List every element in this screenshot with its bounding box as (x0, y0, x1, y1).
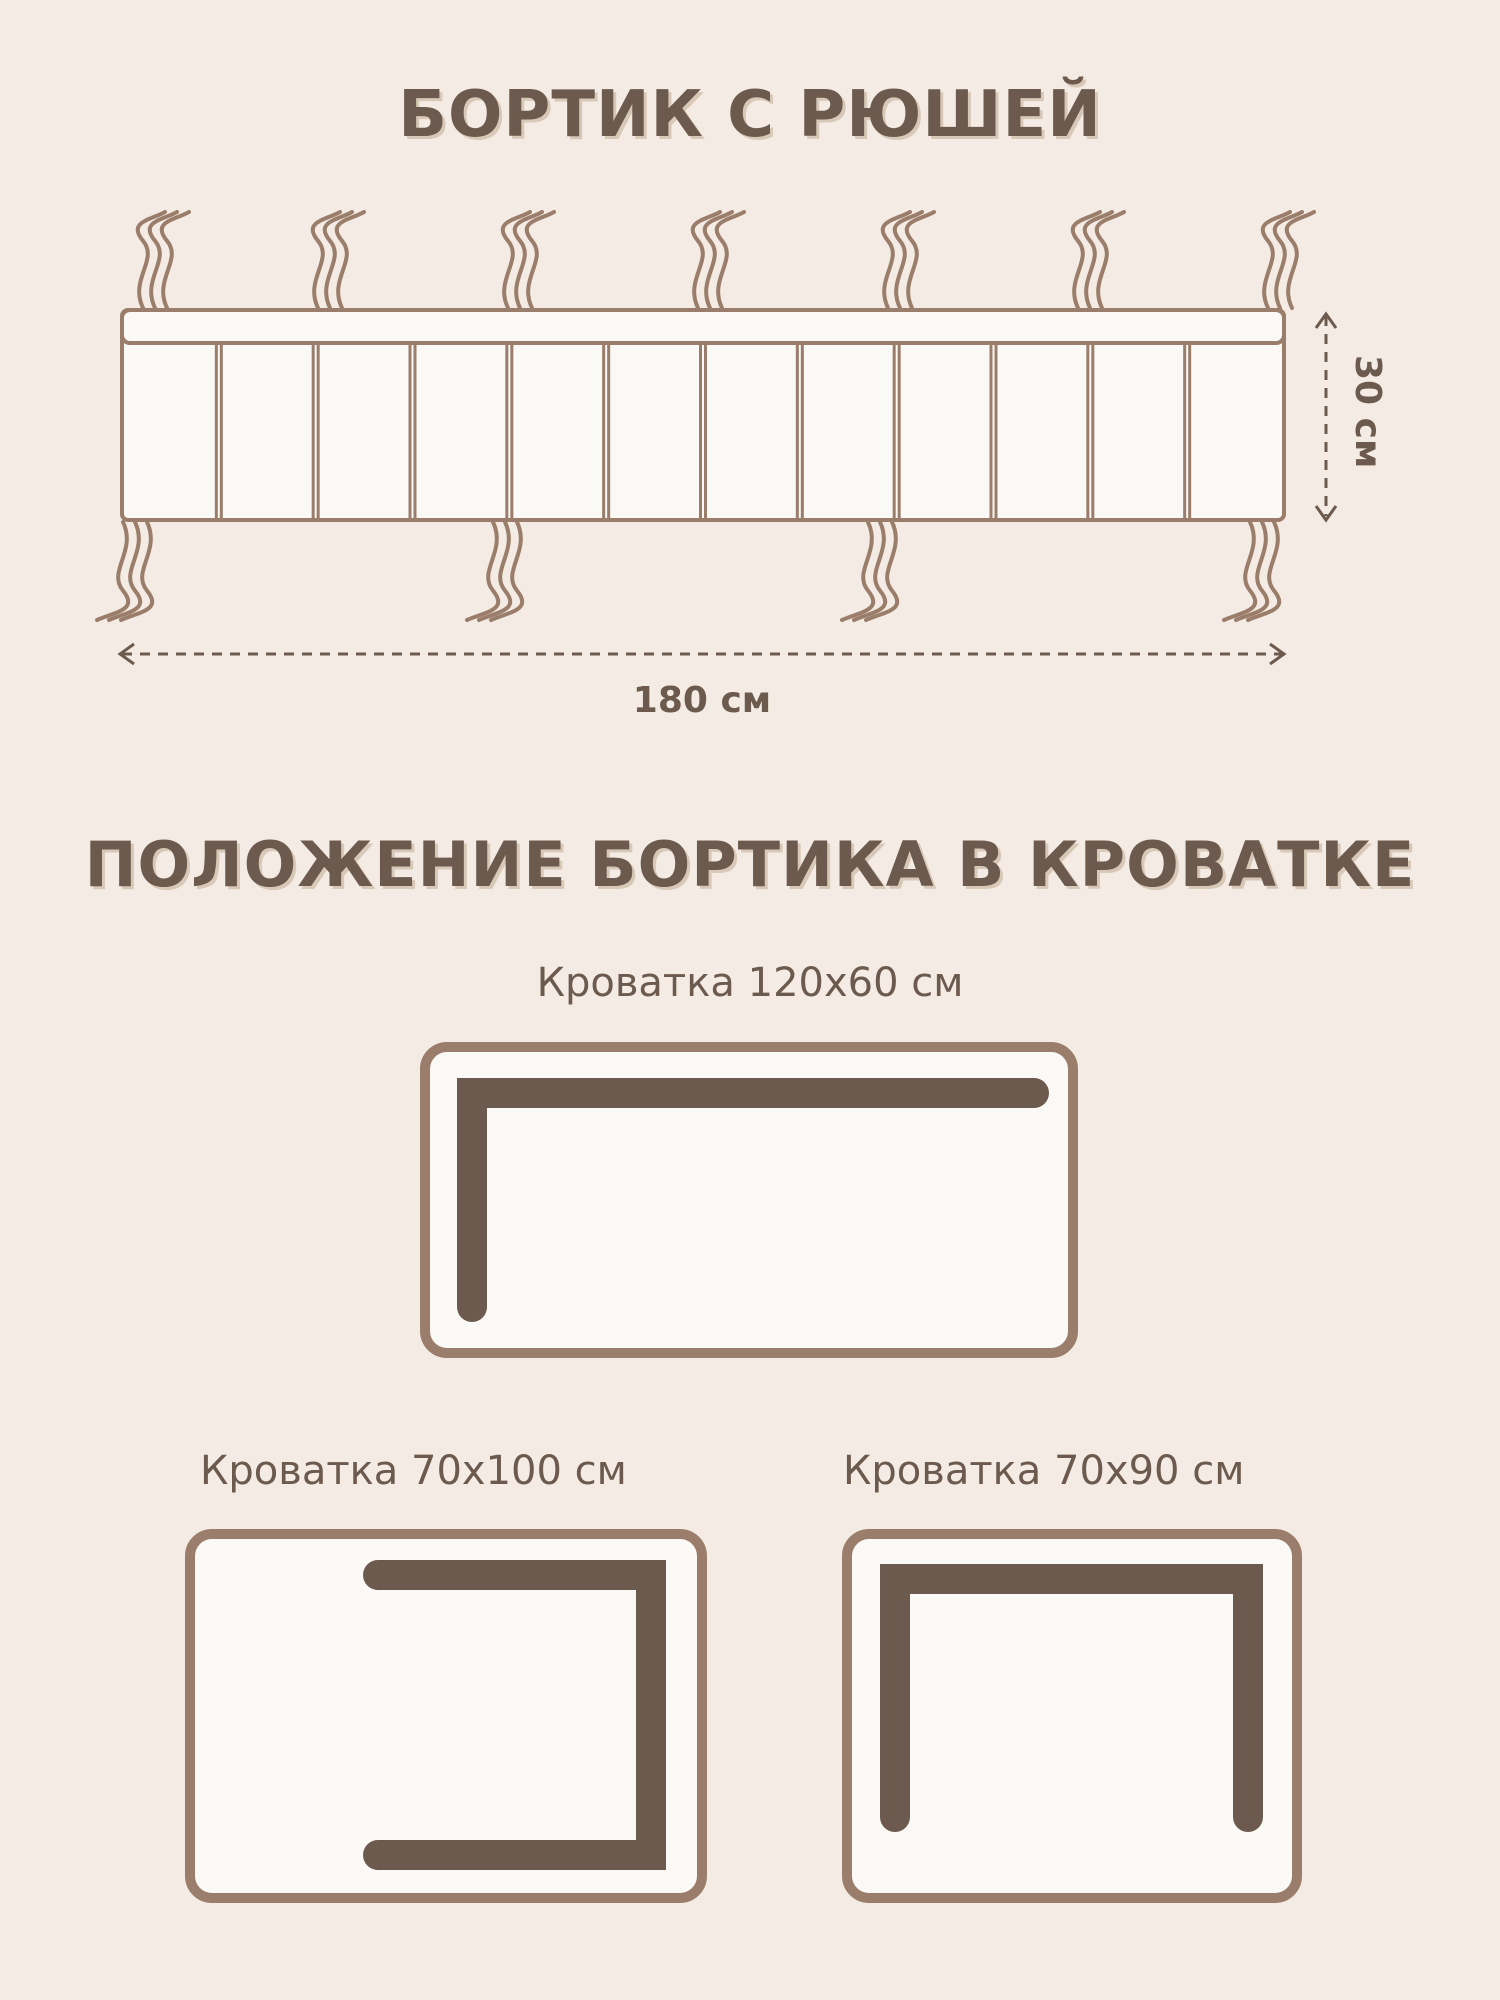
height-dimension-arrow (1316, 314, 1336, 520)
width-label: 180 см (632, 680, 772, 721)
crib-70x90-diagram (847, 1534, 1297, 1898)
tie-ribbon (467, 522, 522, 620)
tie-ribbon (313, 212, 364, 308)
tie-ribbon (138, 212, 189, 308)
tie-ribbon (1263, 212, 1314, 308)
tie-ribbon (842, 522, 897, 620)
tie-ribbon (1073, 212, 1124, 308)
bumper-title: БОРТИК С РЮШЕЙ (398, 78, 1102, 152)
tie-ribbon (97, 522, 152, 620)
tie-ribbon (503, 212, 554, 308)
ties-bottom (97, 522, 1279, 620)
tie-ribbon (693, 212, 744, 308)
crib-70x90-label: Кроватка 70х90 см (843, 1448, 1245, 1494)
width-dimension-arrow (120, 644, 1284, 664)
placement-title: ПОЛОЖЕНИЕ БОРТИКА В КРОВАТКЕ (84, 828, 1416, 901)
tie-ribbon (883, 212, 934, 308)
crib-120x60-label: Кроватка 120х60 см (536, 960, 964, 1006)
ties-top (138, 212, 1314, 308)
bumper-body (122, 310, 1284, 520)
tie-ribbon (1224, 522, 1279, 620)
crib-70x100-diagram (190, 1534, 702, 1898)
crib-120x60-diagram (425, 1047, 1073, 1353)
crib-70x100-label: Кроватка 70х100 см (200, 1448, 627, 1494)
height-label: 30 см (1347, 355, 1388, 469)
